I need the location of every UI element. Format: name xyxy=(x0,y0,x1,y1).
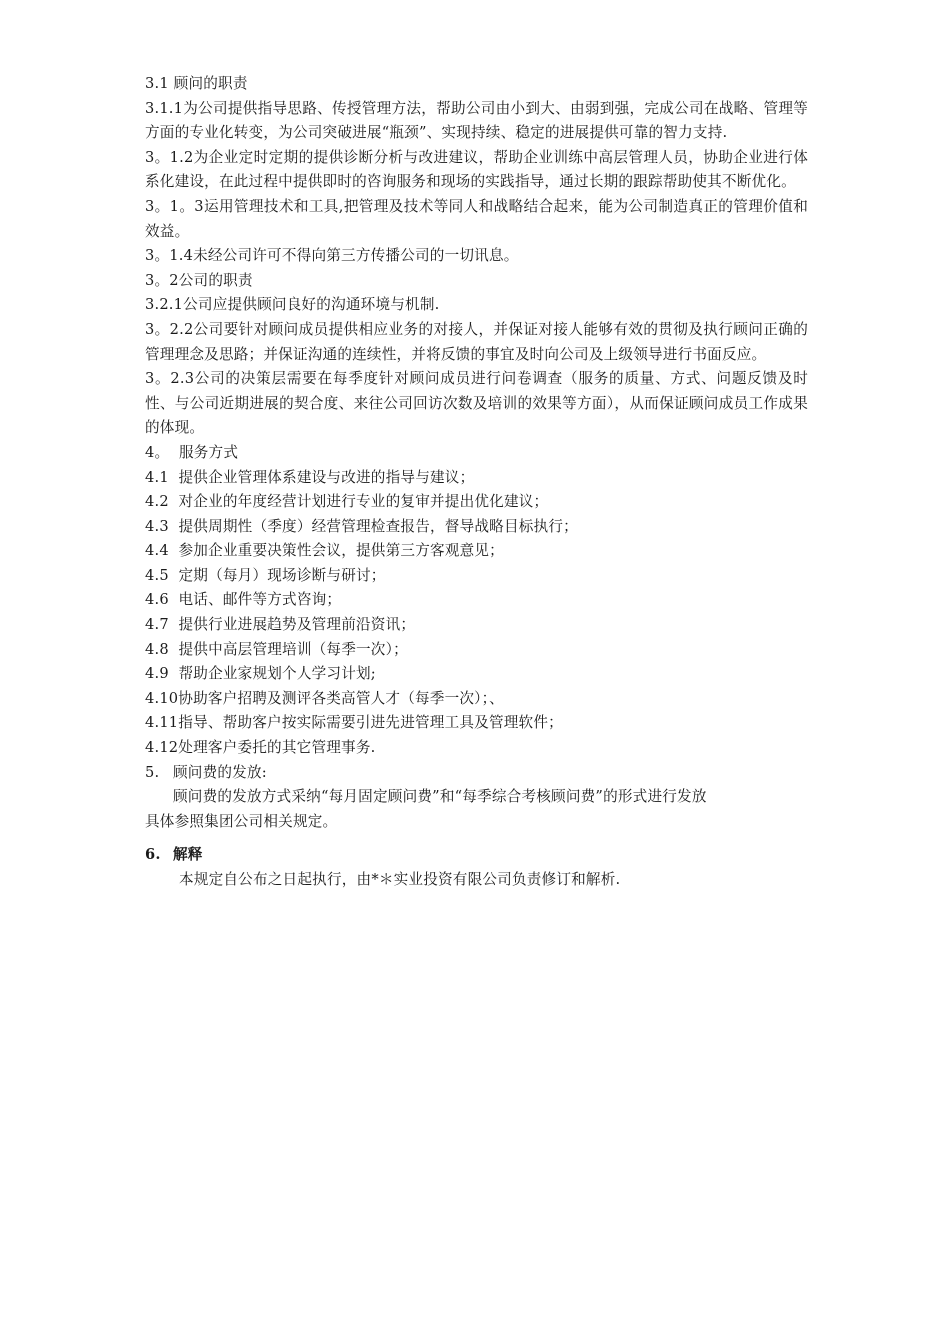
paragraph-6-body: 本规定自公布之日起执行，由*＊实业投资有限公司负责修订和解析. xyxy=(179,871,621,888)
list-item-4-7: 4.7 提供行业进展趋势及管理前沿资讯； xyxy=(145,616,416,634)
paragraph-3-1-3: 3。1。3运用管理技术和工具,把管理及技术等同人和战略结合起来，能为公司制造真正的管理价值和效益。 xyxy=(145,197,808,240)
list-item-4-3: 4.3 提供周期性（季度）经营管理检查报告，督导战略目标执行； xyxy=(145,517,578,535)
paragraph-3-2-2: 3。2.2公司要针对顾问成员提供相应业务的对接人，并保证对接人能够有效的贯彻及执行顾问正确的管理理念及思路；并保证沟通的连续性，并将反馈的事宜及时向公司及上级领导进行书面反应。 xyxy=(145,320,808,363)
list-item-4-10: 4.10协助客户招聘及测评各类高管人才（每季一次）；、 xyxy=(145,689,504,707)
list-item-4-1: 4.1 提供企业管理体系建设与改进的指导与建议； xyxy=(145,468,475,486)
list-item-4-6: 4.6 电话、邮件等方式咨询； xyxy=(145,591,342,609)
paragraph-5-note: 具体参照集团公司相关规定。 xyxy=(145,812,338,830)
list-item-4-5: 4.5 定期（每月）现场诊断与研讨； xyxy=(145,566,386,584)
heading-5-title: 顾问费的发放: xyxy=(173,763,267,781)
paragraph-3-2-1: 3.2.1公司应提供顾问良好的沟通环境与机制. xyxy=(145,296,440,314)
heading-4: 4。 服务方式 xyxy=(145,443,239,461)
list-item-4-11: 4.11指导、帮助客户按实际需要引进先进管理工具及管理软件； xyxy=(145,714,563,732)
paragraph-3-1-2: 3。1.2为企业定时定期的提供诊断分析与改进建议，帮助企业训练中高层管理人员，协助企业进行体系化建设，在此过程中提供即时的咨询服务和现场的实践指导，通过长期的跟踪帮助使其不断优化。 xyxy=(145,148,808,191)
heading-6-title: 解释 xyxy=(173,846,203,864)
list-item-4-8: 4.8 提供中高层管理培训（每季一次）； xyxy=(145,640,408,658)
list-item-4-12: 4.12处理客户委托的其它管理事务. xyxy=(145,739,376,757)
heading-6 xyxy=(145,843,808,868)
heading-5 xyxy=(145,761,808,786)
heading-5-number: 5. xyxy=(145,763,160,781)
paragraph-3-1-4: 3。1.4未经公司许可不得向第三方传播公司的一切讯息。 xyxy=(145,247,519,265)
paragraph-3-2-3: 3。2.3公司的决策层需要在每季度针对顾问成员进行问卷调查（服务的质量、方式、问题反馈及时性、与公司近期进展的契合度、来往公司回访次数及培训的效果等方面），从而保证顾问成员工作成果的体现。 xyxy=(145,370,808,437)
heading-6-number: 6. xyxy=(145,846,161,864)
paragraph-3-1-1: 3.1.1为公司提供指导思路、传授管理方法，帮助公司由小到大、由弱到强，完成公司在战略、管理等方面的专业化转变，为公司突破进展“瓶颈”、实现持续、稳定的进展提供可靠的智力支持. xyxy=(145,99,808,142)
list-item-4-2: 4.2 对企业的年度经营计划进行专业的复审并提出优化建议； xyxy=(145,493,549,511)
list-item-4-9: 4.9 帮助企业家规划个人学习计划; xyxy=(145,665,376,683)
heading-3-1: 3.1 顾问的职责 xyxy=(145,75,248,92)
document-body xyxy=(145,72,808,893)
paragraph-5-body: 顾问费的发放方式采纳“每月固定顾问费”和“每季综合考核顾问费”的形式进行发放 xyxy=(173,788,707,806)
list-item-4-4: 4.4 参加企业重要决策性会议，提供第三方客观意见； xyxy=(145,542,504,560)
heading-3-2: 3。2公司的职责 xyxy=(145,271,253,289)
